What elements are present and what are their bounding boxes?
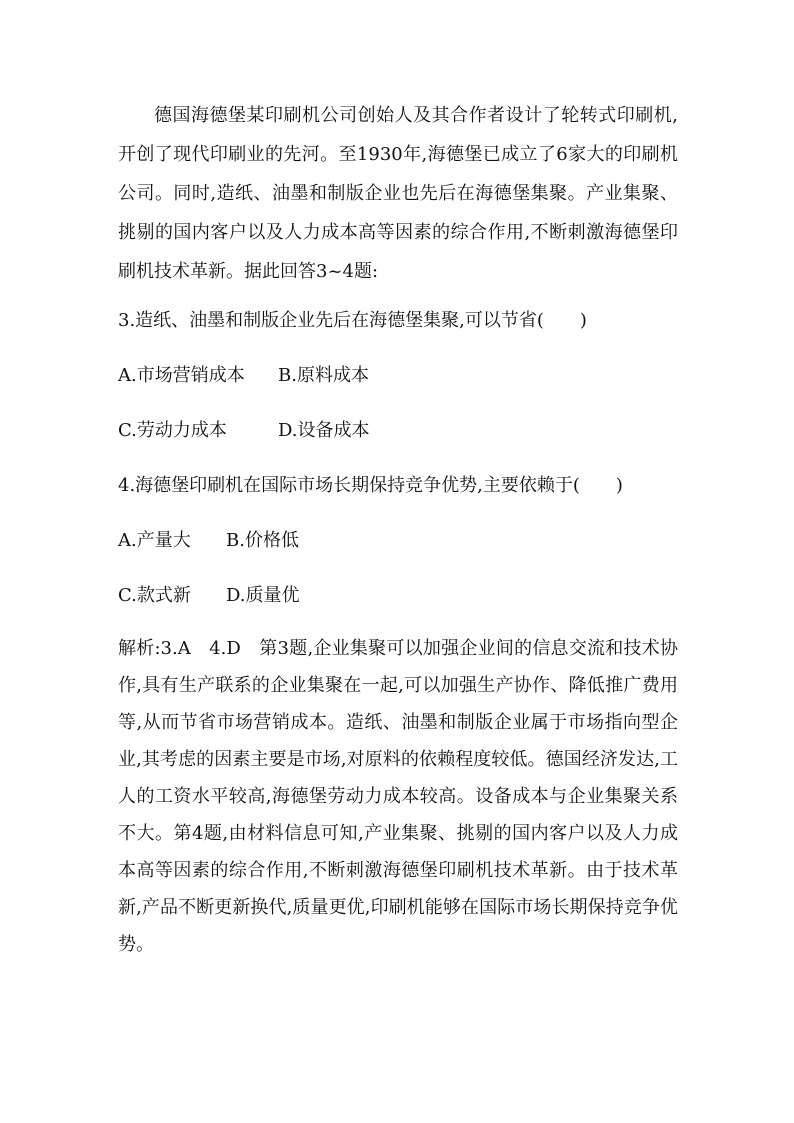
question-4-options-row-1 [118, 527, 678, 555]
question-3-options-row-2 [118, 417, 678, 445]
question-3-options-row-1 [118, 362, 678, 390]
question-3-stem: 3.造纸、油墨和制版企业先后在海德堡集聚,可以节省( ) [118, 310, 587, 331]
question-4-stem: 4.海德堡印刷机在国际市场长期保持竞争优势,主要依赖于( ) [118, 475, 623, 496]
document-page [118, 96, 678, 963]
question-3-option-b: B.原料成本 [278, 365, 369, 386]
passage-paragraph: 德国海德堡某印刷机公司创始人及其合作者设计了轮转式印刷机,开创了现代印刷业的先河。至1930年,海德堡已成立了6家大的印刷机公司。同时,造纸、油墨和制版企业也先后在海德堡集聚。产业集聚、挑剔的国内客户以及人力成本高等因素的综合作用,不断刺激海德堡印刷机技术革新。据此回答3~4题: [118, 105, 678, 282]
question-4-option-c: C.款式新 [118, 585, 191, 606]
question-4-option-b: B.价格低 [226, 530, 299, 551]
analysis-paragraph: 解析:3.A 4.D 第3题,企业集聚可以加强企业间的信息交流和技术协作,具有生产联系的企业集聚在一起,可以加强生产协作、降低推广费用等,从而节省市场营销成本。造纸、油墨和制版企业属于市场指向型企业,其考虑的因素主要是市场,对原料的依赖程度较低。德国经济发达,工人的工资水平较高,海德堡劳动力成本较高。设备成本与企业集聚关系不大。第4题,由材料信息可知,产业集聚、挑剔的国内客户以及人力成本高等因素的综合作用,不断刺激海德堡印刷机技术革新。由于技术革新,产品不断更新换代,质量更优,印刷机能够在国际市场长期保持竞争优势。 [118, 638, 678, 955]
question-4-option-d: D.质量优 [226, 585, 300, 606]
question-4-options-row-2 [118, 582, 678, 610]
question-3-option-a: A.市场营销成本 [118, 365, 245, 386]
question-3-option-c: C.劳动力成本 [118, 420, 227, 441]
question-4-option-a: A.产量大 [118, 530, 191, 551]
question-3-option-d: D.设备成本 [278, 420, 370, 441]
